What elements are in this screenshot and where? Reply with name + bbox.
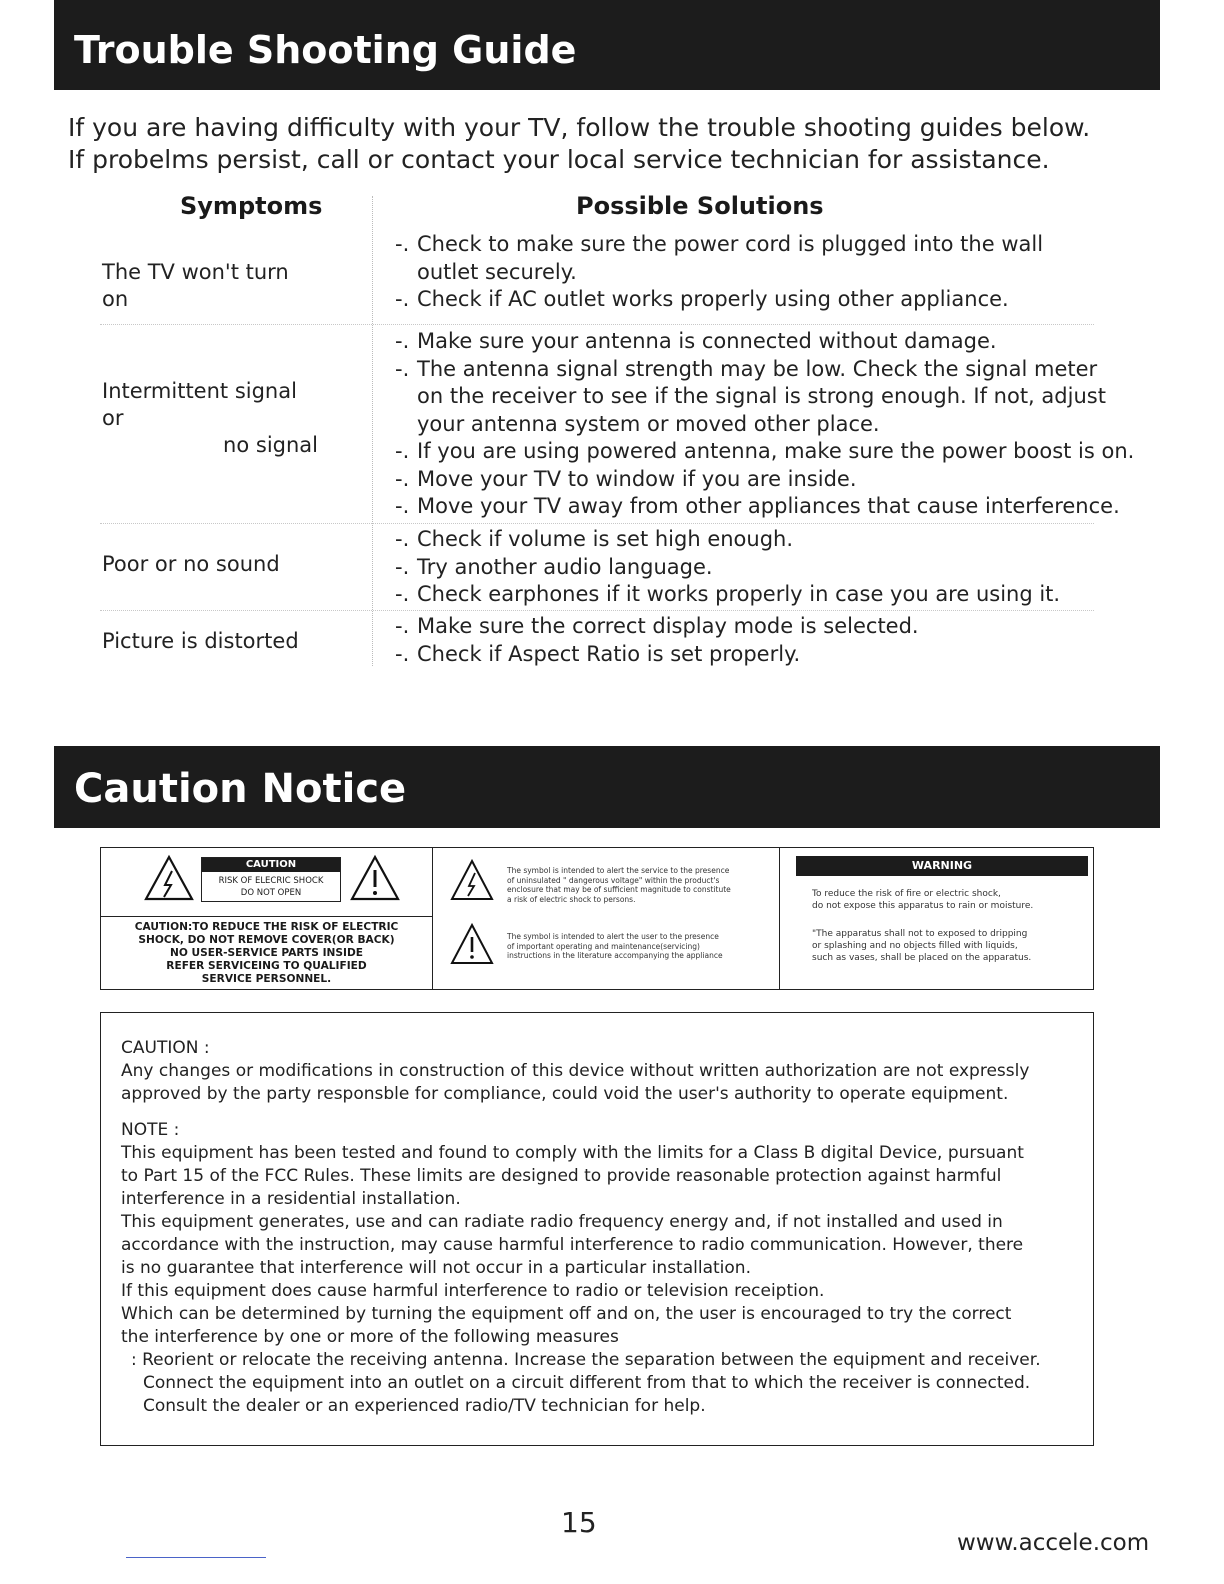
exclamation-warning-icon [349, 854, 401, 902]
explanation-line: enclosure that may be of sufficient magnitude to constitute [507, 885, 731, 894]
warning-line: To reduce the risk of fire or electric shock, [812, 889, 1001, 899]
measure-line: : Reorient or relocate the receiving antenna. Increase the separation between the equipment and receiver. [131, 1350, 1041, 1370]
explanation-line: of important operating and maintenance(servicing) [507, 941, 700, 951]
solutions-poor-sound [395, 526, 1095, 609]
electric-shock-warning-icon [143, 854, 195, 902]
page-number: 15 [561, 1506, 597, 1539]
troubleshooting-intro [68, 112, 1090, 176]
notice-line: approved by the party responsble for compliance, could void the user's authority to operate equipment. [121, 1084, 1009, 1104]
notice-line: If this equipment does cause harmful interference to radio or television receiption. [121, 1281, 825, 1301]
warning-line: do not expose this apparatus to rain or moisture. [812, 901, 1034, 911]
solution-text: The antenna signal strength may be low. Check the signal meter [417, 356, 1098, 381]
row-separator [100, 523, 1094, 524]
bullet: -. [395, 287, 410, 311]
bullet: -. [395, 494, 410, 518]
caution-shock-text [101, 916, 432, 986]
warning-line: "The apparatus shall not to exposed to dripping [812, 929, 1028, 939]
explanation-line: The symbol is intended to alert the user to the presence [507, 932, 719, 941]
solution-item [395, 641, 1095, 669]
solution-text: Try another audio language. [417, 554, 713, 579]
caution-text-line: REFER SERVICEING TO QUALIFIED [166, 960, 367, 972]
solution-text: Make sure your antenna is connected without damage. [417, 329, 997, 353]
row-separator [100, 610, 1094, 611]
solution-item [395, 286, 1095, 314]
symptom-picture-distorted [102, 628, 320, 655]
notice-line: accordance with the instruction, may cause harmful interference to radio communication. However, there [121, 1235, 1024, 1255]
solution-item [395, 554, 1095, 582]
symptom-text: The TV won't turn on [102, 260, 289, 311]
solution-text: outlet securely. [417, 259, 577, 284]
explanation-line: The symbol is intended to alert the service to the presence [507, 866, 730, 875]
bullet: -. [395, 582, 410, 606]
caution-text-line: SERVICE PERSONNEL. [201, 973, 332, 985]
explanation-line: a risk of electric shock to persons. [507, 894, 636, 904]
solution-item [395, 466, 1095, 494]
warning-cell [780, 848, 1093, 989]
caution-label [201, 857, 341, 902]
solution-item [395, 613, 1095, 641]
intro-line: If you are having difficulty with your TV, follow the trouble shooting guides below. [68, 113, 1091, 142]
solution-text: Check to make sure the power cord is plugged into the wall [417, 232, 1044, 256]
solution-item [395, 328, 1095, 356]
solution-text: your antenna system or moved other place. [417, 411, 880, 436]
solution-item-cont [395, 411, 1095, 439]
bolt-symbol-explanation [507, 866, 772, 904]
solutions-header: Possible Solutions [576, 192, 824, 220]
explanation-line: instructions in the literature accompanying the appliance [507, 951, 723, 960]
notice-line: This equipment has been tested and found to comply with the limits for a Class B digital Device, pursuant [121, 1143, 1024, 1163]
warning-text-moisture [812, 888, 1082, 912]
fcc-notice-box [100, 1012, 1094, 1446]
solution-text: Move your TV to window if you are inside. [417, 466, 857, 491]
solution-item-cont [395, 383, 1106, 411]
decorative-underline [126, 1557, 266, 1558]
solution-text: Check earphones if it works properly in case you are using it. [417, 582, 1061, 606]
troubleshooting-title: Trouble Shooting Guide [54, 0, 1160, 90]
caution-text-line: CAUTION:TO REDUCE THE RISK OF ELECTRIC [134, 921, 399, 933]
website-url: www.accele.com [957, 1530, 1150, 1556]
symptom-poor-sound [102, 551, 320, 578]
caution-heading: CAUTION : [121, 1038, 210, 1058]
bullet: -. [395, 356, 410, 381]
symbol-explanation-cell [433, 848, 780, 989]
solution-item [395, 231, 1095, 259]
solution-text: If you are using powered antenna, make sure the power boost is on. [417, 439, 1135, 463]
bullet: -. [395, 641, 410, 666]
solution-item [395, 526, 1095, 554]
solution-text: Check if AC outlet works properly using other appliance. [417, 287, 1009, 311]
symptom-text: Intermittent signal or [102, 379, 297, 430]
solution-text: on the receiver to see if the signal is strong enough. If not, adjust [417, 384, 1106, 408]
safety-labels-box [100, 847, 1094, 990]
caution-label-line: DO NOT OPEN [240, 888, 302, 898]
bullet: -. [395, 329, 410, 353]
notice-line: is no guarantee that interference will not occur in a particular installation. [121, 1258, 751, 1278]
warning-text-dripping [812, 928, 1082, 964]
solution-text: Make sure the correct display mode is selected. [417, 614, 919, 638]
caution-text-line: SHOCK, DO NOT REMOVE COVER(OR BACK) [138, 934, 395, 946]
warning-line: or splashing and no objects filled with liquids, [812, 941, 1018, 951]
caution-text-line: NO USER-SERVICE PARTS INSIDE [169, 947, 364, 959]
column-divider [372, 196, 373, 666]
warning-line: such as vases, shall be placed on the apparatus. [812, 953, 1032, 963]
solution-item [395, 438, 1135, 466]
symptoms-header: Symptoms [180, 192, 323, 220]
bullet: -. [395, 466, 410, 491]
symptom-text: no signal [223, 433, 318, 457]
bullet: -. [395, 439, 410, 463]
notice-line: interference in a residential installation. [121, 1189, 461, 1209]
caution-notice-title: Caution Notice [54, 746, 1160, 828]
exclamation-icon [449, 922, 495, 966]
caution-label-header: CAUTION [202, 858, 340, 872]
explanation-line: of uninsulated " dangerous voltage" within the product's [507, 875, 720, 885]
bullet: -. [395, 554, 410, 579]
symptom-text: Poor or no sound [102, 552, 280, 576]
measure-line: Connect the equipment into an outlet on a circuit different from that to which the receiver is connected. [143, 1373, 1031, 1393]
symptom-text: Picture is distorted [102, 629, 299, 653]
note-heading: NOTE : [121, 1120, 180, 1140]
bullet: -. [395, 232, 410, 256]
solution-item [395, 356, 1098, 384]
measure-line: Consult the dealer or an experienced radio/TV technician for help. [143, 1396, 706, 1416]
notice-line: the interference by one or more of the following measures [121, 1327, 619, 1347]
notice-line: This equipment generates, use and can radiate radio frequency energy and, if not installed and used in [121, 1212, 1003, 1232]
solution-text: Check if volume is set high enough. [417, 527, 794, 551]
row-separator [100, 324, 1094, 325]
intro-line: If probelms persist, call or contact your local service technician for assistance. [68, 145, 1050, 174]
exclamation-symbol-explanation [507, 932, 772, 961]
lightning-bolt-icon [449, 858, 495, 902]
solutions-tv-wont-turn-on [395, 231, 1095, 314]
notice-line: Any changes or modifications in construction of this device without written authorization are not expressly [121, 1061, 1030, 1081]
solutions-picture-distorted [395, 613, 1095, 668]
symptom-tv-wont-turn-on [102, 259, 320, 313]
notice-line: Which can be determined by turning the equipment off and on, the user is encouraged to try the correct [121, 1304, 1012, 1324]
solution-text: Check if Aspect Ratio is set properly. [417, 641, 801, 666]
solution-item [395, 493, 1120, 521]
bullet: -. [395, 527, 410, 551]
solutions-intermittent-signal [395, 328, 1135, 521]
caution-label-cell [101, 848, 433, 989]
notice-line: to Part 15 of the FCC Rules. These limits are designed to provide reasonable protection against harmful [121, 1166, 1002, 1186]
warning-header: WARNING [796, 856, 1088, 876]
bullet: -. [395, 614, 410, 638]
caution-label-line: RISK OF ELECRIC SHOCK [218, 876, 324, 886]
solution-item [395, 581, 1095, 609]
symptom-intermittent-signal [102, 378, 320, 459]
solution-item-cont [395, 259, 1095, 287]
solution-text: Move your TV away from other appliances that cause interference. [417, 494, 1120, 518]
